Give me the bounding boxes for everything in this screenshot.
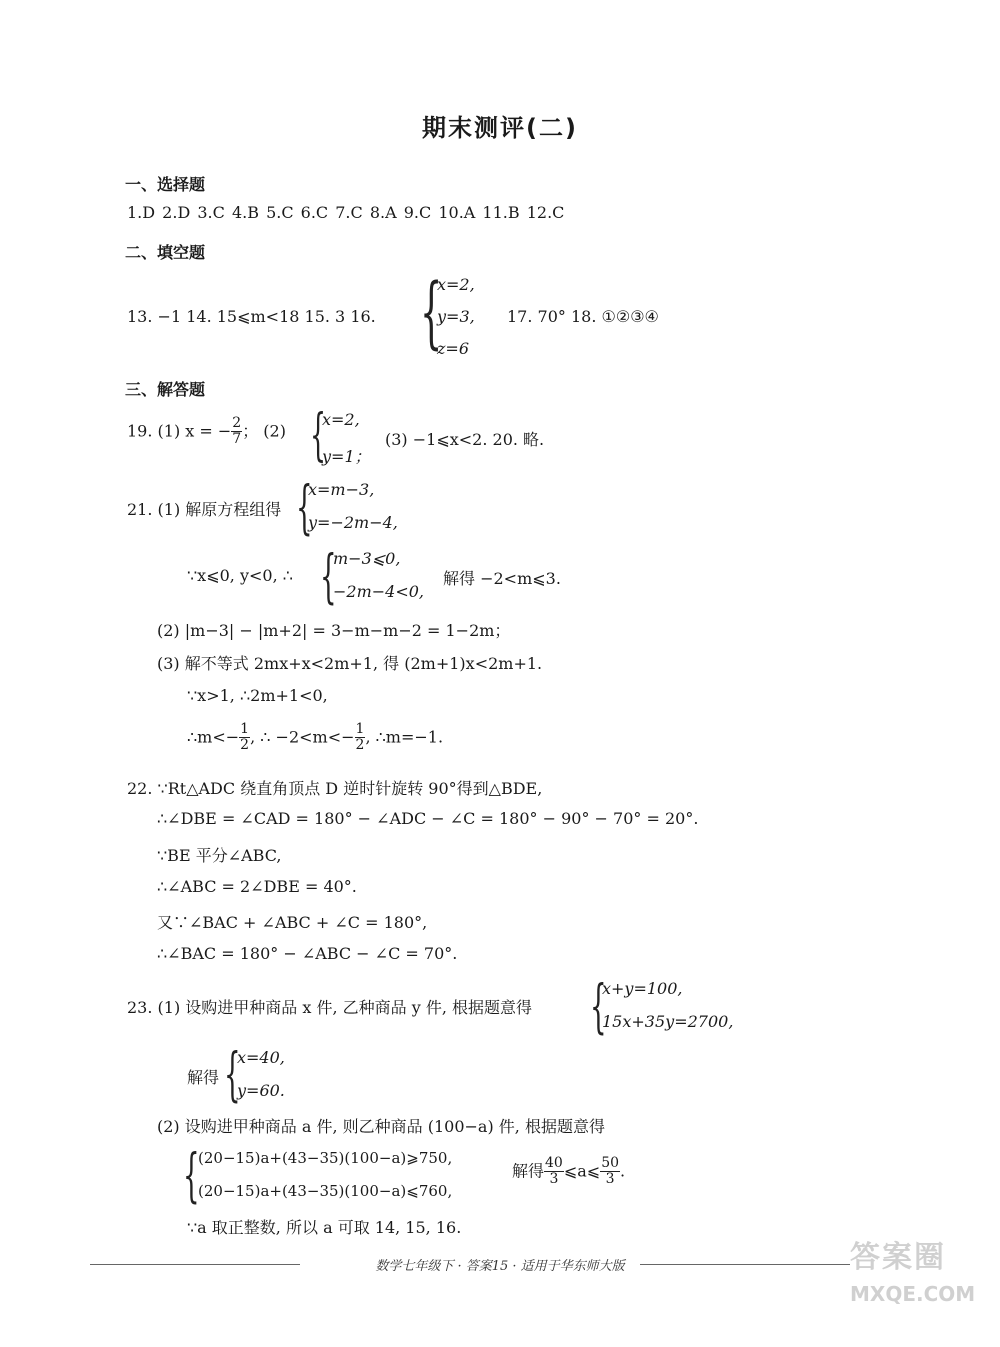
section-solve-heading: 三、解答题 <box>125 380 206 399</box>
q21-line5: ∵x>1, ∴2m+1<0, <box>187 686 328 705</box>
q19-part2-prefix: ； (2) <box>242 421 286 441</box>
q23-sys3-b: (20−15)a+(43−35)(100−a)⩽760, <box>198 1182 453 1200</box>
brace-icon: { <box>320 542 337 610</box>
q23-line2: 解得 <box>187 1068 220 1087</box>
q19-tail: (3) −1⩽x<2. 20. 略. <box>385 430 545 449</box>
q19-line <box>127 416 286 448</box>
q22-line5: 又∵∠BAC + ∠ABC + ∠C = 180°, <box>157 913 428 932</box>
fill-answers-17-18: 17. 70° 18. ①②③④ <box>507 307 659 326</box>
watermark-logo: 答案圈 MXQE.COM <box>850 1240 976 1306</box>
q21-sys1-a: x=m−3, <box>308 480 375 499</box>
fraction-50-3: $\frac{50}{3}$ <box>601 1155 620 1188</box>
q23-line4: 解得 $\frac{40}{3}$ ⩽a⩽ $\frac{50}{3}$ . <box>512 1155 626 1188</box>
q23-sys1-b: 15x+35y=2700, <box>602 1012 734 1031</box>
fraction-40-3: $\frac{40}{3}$ <box>545 1155 563 1188</box>
q16-y: y=3, <box>437 307 475 326</box>
q16-x: x=2, <box>437 275 475 294</box>
q23-line1: 23. (1) 设购进甲种商品 x 件, 乙种商品 y 件, 根据题意得 <box>127 998 533 1017</box>
q22-line1: 22. ∵Rt△ADC 绕直角顶点 D 逆时针旋转 90°得到△BDE, <box>127 779 543 798</box>
q19-sys-x: x=2, <box>322 410 360 429</box>
q16-z: z=6 <box>437 339 470 358</box>
q21-line4: (3) 解不等式 2mx+x<2m+1, 得 (2m+1)x<2m+1. <box>157 654 543 673</box>
q22-line4: ∴∠ABC = 2∠DBE = 40°. <box>157 877 357 896</box>
q21-line6: ∴m<− $\frac{1}{2}$ , ∴ −2<m<− $\frac{1}{2}$ , ∴m=−1. <box>187 721 444 754</box>
brace-icon: { <box>224 1040 241 1108</box>
brace-icon: { <box>183 1141 200 1209</box>
q21-sys1-b: y=−2m−4, <box>308 513 398 532</box>
brace-icon: { <box>296 473 313 541</box>
brace-icon: { <box>590 972 607 1040</box>
q21-line3: (2) |m−3| − |m+2| = 3−m−m−2 = 1−2m； <box>157 621 511 640</box>
page-footer: 数学七年级下 · 答案15 · 适用于华东师大版 <box>375 1259 625 1274</box>
section-choice-heading: 一、选择题 <box>125 175 206 194</box>
choice-answers: 1.D 2.D 3.C 4.B 5.C 6.C 7.C 8.A 9.C 10.A 11.B 12.C <box>127 203 565 222</box>
brace-icon: { <box>310 403 327 468</box>
brace-icon: { <box>420 268 443 358</box>
fill-answers-13-16: 13. −1 14. 15⩽m<18 15. 3 16. <box>127 307 376 326</box>
q23-sys3-a: (20−15)a+(43−35)(100−a)⩾750, <box>198 1149 453 1167</box>
q21-line2-tail: 解得 −2<m⩽3. <box>443 569 561 588</box>
q19-part1-prefix: 19. (1) x = − <box>127 421 232 441</box>
q23-sys2-a: x=40, <box>237 1048 285 1067</box>
section-fill-heading: 二、填空题 <box>125 243 206 262</box>
q23-sys2-b: y=60. <box>237 1081 285 1100</box>
q21-sys2-a: m−3⩽0, <box>333 549 401 568</box>
fraction-half: $\frac{1}{2}$ <box>240 721 250 754</box>
page-title: 期末测评(二) <box>422 114 578 142</box>
q21-sys2-b: −2m−4<0, <box>333 582 425 601</box>
q22-line2: ∴∠DBE = ∠CAD = 180° − ∠ADC − ∠C = 180° − 90° − 70° = 20°. <box>157 809 699 828</box>
q21-line1: 21. (1) 解原方程组得 <box>127 500 282 519</box>
fraction-half: $\frac{1}{2}$ <box>355 721 365 754</box>
q22-line3: ∵BE 平分∠ABC, <box>157 846 282 865</box>
q19-fraction: $\frac{2}{7}$ <box>232 415 242 448</box>
q21-line2: ∵x⩽0, y<0, ∴ <box>187 566 293 585</box>
q23-line3: (2) 设购进甲种商品 a 件, 则乙种商品 (100−a) 件, 根据题意得 <box>157 1117 605 1136</box>
q19-sys-y: y=1； <box>322 447 371 466</box>
q22-line6: ∴∠BAC = 180° − ∠ABC − ∠C = 70°. <box>157 944 458 963</box>
q23-line5: ∵a 取正整数, 所以 a 可取 14, 15, 16. <box>187 1218 462 1237</box>
q23-sys1-a: x+y=100, <box>602 979 683 998</box>
